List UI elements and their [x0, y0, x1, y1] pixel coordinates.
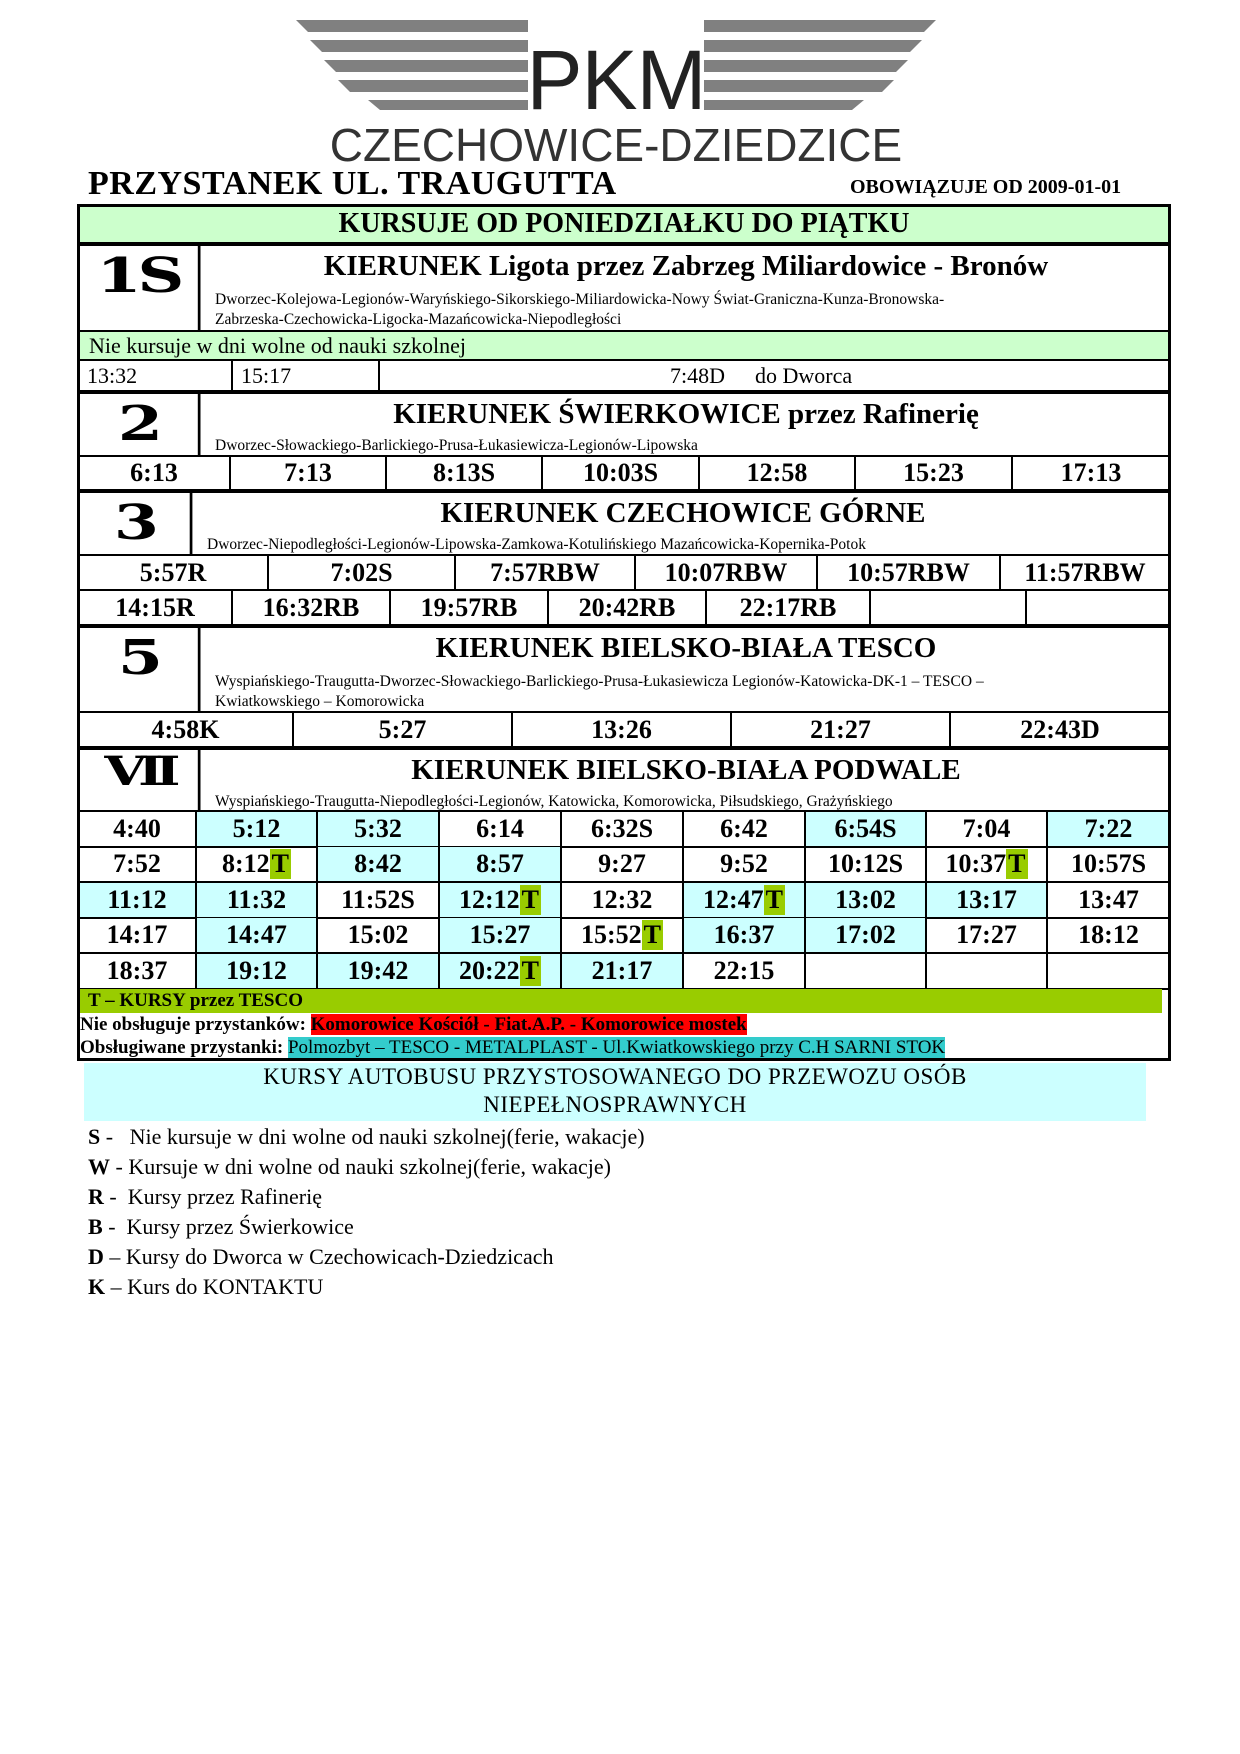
time-cell: 7:57RBW — [456, 556, 636, 591]
time-cell: 7:48D do Dworca — [380, 361, 1171, 392]
time-cell: 4:40 — [77, 812, 197, 848]
line-1s-note: Nie kursuje w dni wolne od nauki szkolnej — [77, 332, 1171, 361]
time-cell: 9:27 — [562, 847, 684, 883]
time-cell: 17:02 — [806, 918, 927, 954]
time-cell: 8:57 — [440, 847, 562, 883]
time-cell: 11:32 — [197, 883, 318, 919]
line-direction: KIERUNEK Ligota przez Zabrzeg Miliardowice - Bronów — [323, 250, 1049, 282]
time-cell: 20:22 T — [440, 954, 562, 990]
time-cell: 6:32S — [562, 812, 684, 848]
time-cell: 12:12 T — [440, 883, 562, 919]
time-cell: 10:57S — [1048, 847, 1171, 883]
line-number: 1S — [79, 246, 201, 330]
time-cell: 20:42RB — [549, 591, 707, 626]
table-row — [77, 812, 1171, 848]
time-cell: 10:57RBW — [818, 556, 1001, 591]
time-cell: 12:47 T — [684, 883, 806, 919]
time-cell: 11:12 — [77, 883, 197, 919]
line-2-section — [77, 392, 1171, 457]
time-cell: 11:57RBW — [1001, 556, 1171, 591]
time-cell: 21:27 — [732, 713, 951, 748]
time-cell: 8:42 — [318, 847, 440, 883]
line-direction: KIERUNEK BIELSKO-BIAŁA TESCO — [435, 632, 937, 664]
legend-item: K – Kurs do KONTAKTU — [88, 1274, 324, 1299]
tesco-mark: T — [765, 884, 783, 914]
time-cell: 13:02 — [806, 883, 927, 919]
time-cell: 15:27 — [440, 918, 562, 954]
served-note: Obsługiwane przystanki: Polmozbyt – TESCO - METALPLAST - Ul.Kwiatkowskiego przy C.H SARNI STOK — [80, 1037, 946, 1058]
line-5-section — [77, 626, 1171, 713]
line-5-times — [77, 713, 1171, 748]
days-header: KURSUJE OD PONIEDZIAŁKU DO PIĄTKU — [77, 204, 1171, 244]
logo-brand: PKM — [526, 33, 706, 127]
logo-city: CZECHOWICE-DZIEDZICE — [329, 119, 903, 171]
tesco-note: T – KURSY przez TESCO — [78, 989, 1162, 1013]
time-cell: 5:32 — [318, 812, 440, 848]
time-cell — [1027, 591, 1171, 626]
time-cell: 16:37 — [684, 918, 806, 954]
time-cell: 18:37 — [77, 954, 197, 990]
time-cell: 9:52 — [684, 847, 806, 883]
line-direction: KIERUNEK BIELSKO-BIAŁA PODWALE — [411, 754, 961, 786]
time-cell: 7:52 — [77, 847, 197, 883]
time-cell: 13:32 — [77, 361, 233, 392]
time-cell: 7:22 — [1048, 812, 1171, 848]
time-cell: 15:02 — [318, 918, 440, 954]
line-route: Dworzec-Kolejowa-Legionów-Waryńskiego-Sikorskiego-Miliardowicka-Nowy Świat-Graniczna-Kunza-Bronowska- Zabrzeska-Czechowicka-Ligocka-Mazańcowicka-Niepodległości — [215, 291, 945, 328]
time-cell: 15:23 — [856, 457, 1013, 491]
time-cell: 15:52 T — [562, 918, 684, 954]
tesco-mark: T — [271, 849, 289, 879]
time-cell: 5:27 — [294, 713, 513, 748]
line-direction: KIERUNEK ŚWIERKOWICE przez Rafinerię — [393, 398, 979, 430]
table-row — [77, 883, 1171, 919]
served-stops: Polmozbyt – TESCO - METALPLAST - Ul.Kwiatkowskiego przy C.H SARNI STOK — [287, 1037, 946, 1058]
time-cell: 7:04 — [927, 812, 1048, 848]
time-cell: 5:12 — [197, 812, 318, 848]
line-route: Dworzec-Słowackiego-Barlickiego-Prusa-Łukasiewicza-Legionów-Lipowska — [215, 437, 698, 454]
time-cell — [927, 954, 1048, 990]
accessible-notice: KURSY AUTOBUSU PRZYSTOSOWANEGO DO PRZEWOZU OSÓB NIEPEŁNOSPRAWNYCH — [84, 1063, 1146, 1121]
line-3-section — [77, 491, 1171, 556]
legend-item: R - Kursy przez Rafinerię — [88, 1184, 322, 1209]
line-number: VII — [79, 750, 201, 810]
line-2-times — [77, 457, 1171, 491]
time-cell: 22:17RB — [707, 591, 871, 626]
line-number: 5 — [79, 628, 201, 711]
time-cell: 15:17 — [233, 361, 380, 392]
line-3-times-row2 — [77, 591, 1171, 626]
time-cell: 19:57RB — [391, 591, 549, 626]
not-served-stops: Komorowice Kościół - Fiat.A.P. - Komorowice mostek — [310, 1014, 747, 1035]
time-cell: 12:58 — [700, 457, 856, 491]
pkm-logo — [296, 18, 936, 171]
tesco-mark: T — [521, 955, 539, 985]
line-route: Dworzec-Niepodległości-Legionów-Lipowska-Zamkowa-Kotulińskiego Mazańcowicka-Kopernika-Potok — [207, 536, 866, 553]
time-cell: 17:13 — [1013, 457, 1171, 491]
time-cell — [871, 591, 1027, 626]
line-3-times-row1 — [77, 556, 1171, 591]
line-route: Wyspiańskiego-Traugutta-Dworzec-Słowackiego-Barlickiego-Prusa-Łukasiewicza Legionów-Katowicka-DK-1 – TESCO – Kwiatkowskiego – Komorowicka — [215, 673, 984, 710]
valid-from: OBOWIĄZUJE OD 2009-01-01 — [850, 176, 1122, 198]
line-number: 2 — [79, 394, 201, 455]
time-cell: 13:26 — [513, 713, 732, 748]
line-direction: KIERUNEK CZECHOWICE GÓRNE — [440, 497, 926, 529]
legend-item: B - Kursy przez Świerkowice — [88, 1214, 354, 1239]
not-served-note: Nie obsługuje przystanków: Komorowice Kościół - Fiat.A.P. - Komorowice mostek — [80, 1014, 747, 1035]
time-cell: 19:42 — [318, 954, 440, 990]
time-cell: 14:17 — [77, 918, 197, 954]
time-cell: 10:12S — [806, 847, 927, 883]
line-number: 3 — [79, 493, 192, 554]
time-cell: 5:57R — [77, 556, 269, 591]
table-row — [77, 954, 1171, 990]
stop-title: PRZYSTANEK UL. TRAUGUTTA — [88, 165, 617, 202]
time-cell: 6:42 — [684, 812, 806, 848]
time-cell: 8:13S — [387, 457, 543, 491]
time-cell: 18:12 — [1048, 918, 1171, 954]
time-cell: 8:12 T — [197, 847, 318, 883]
tesco-mark: T — [1008, 849, 1026, 879]
time-cell: 4:58K — [77, 713, 294, 748]
time-cell: 16:32RB — [233, 591, 391, 626]
legend-item: W - Kursuje w dni wolne od nauki szkolnej(ferie, wakacje) — [88, 1154, 611, 1179]
time-cell: 7:13 — [231, 457, 387, 491]
line-7-section — [77, 748, 1171, 812]
table-row — [77, 918, 1171, 954]
time-cell: 11:52S — [318, 883, 440, 919]
table-row — [77, 847, 1171, 883]
time-cell — [806, 954, 927, 990]
time-cell: 6:13 — [77, 457, 231, 491]
line-route: Wyspiańskiego-Traugutta-Niepodległości-Legionów, Katowicka, Komorowicka, Piłsudskiego, Grażyńskiego — [215, 793, 893, 810]
time-cell: 10:03S — [543, 457, 700, 491]
time-cell: 10:37 T — [927, 847, 1048, 883]
time-cell: 12:32 — [562, 883, 684, 919]
time-cell: 14:47 — [197, 918, 318, 954]
time-cell: 21:17 — [562, 954, 684, 990]
time-cell: 19:12 — [197, 954, 318, 990]
time-cell: 22:43D — [951, 713, 1171, 748]
time-cell: 13:47 — [1048, 883, 1171, 919]
time-cell: 7:02S — [269, 556, 456, 591]
time-cell: 6:54S — [806, 812, 927, 848]
time-cell — [1048, 954, 1171, 990]
tesco-mark: T — [643, 920, 661, 950]
legend-item: D – Kursy do Dworca w Czechowicach-Dziedzicach — [88, 1244, 554, 1269]
legend-item: S - Nie kursuje w dni wolne od nauki szkolnej(ferie, wakacje) — [88, 1124, 645, 1149]
line-1s-times — [77, 361, 1171, 392]
time-cell: 17:27 — [927, 918, 1048, 954]
time-cell: 10:07RBW — [636, 556, 818, 591]
time-cell: 14:15R — [77, 591, 233, 626]
line-1s-section — [77, 244, 1171, 332]
time-cell: 22:15 — [684, 954, 806, 990]
tesco-mark: T — [521, 884, 539, 914]
time-cell: 13:17 — [927, 883, 1048, 919]
time-cell: 6:14 — [440, 812, 562, 848]
